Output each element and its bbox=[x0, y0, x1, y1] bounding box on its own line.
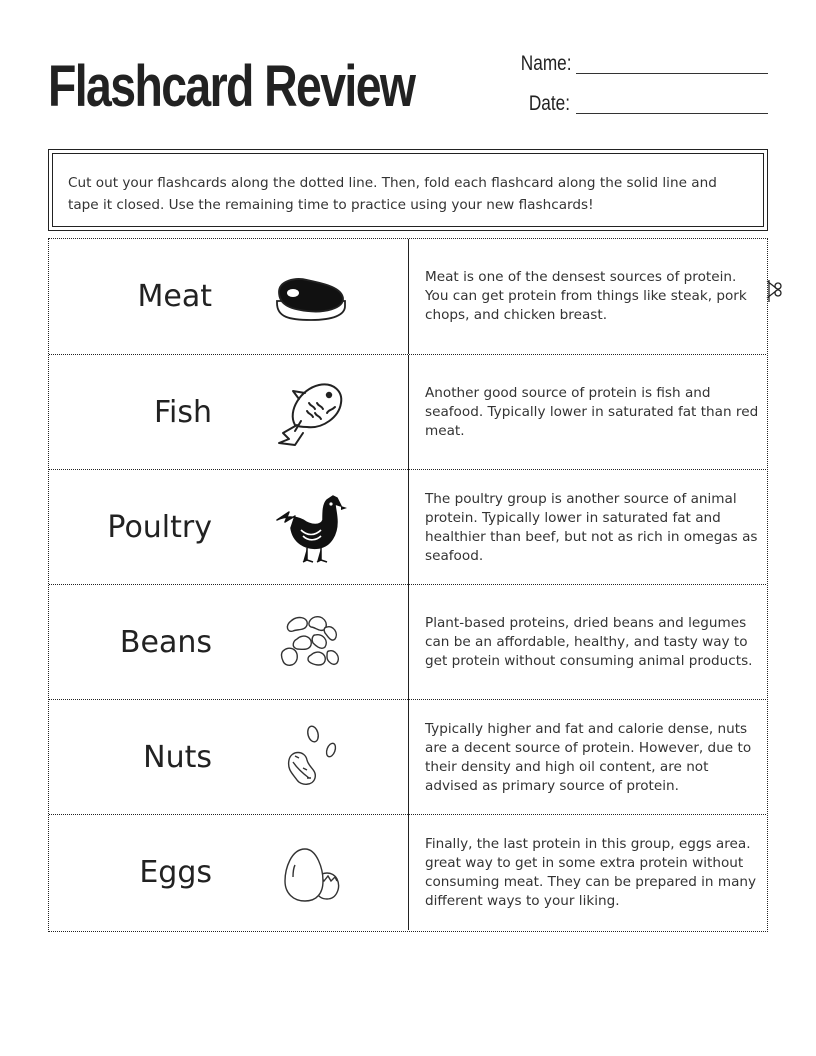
flashcard-beans bbox=[49, 584, 766, 700]
fold-line bbox=[408, 355, 409, 470]
date-label: Date: bbox=[528, 92, 570, 115]
nuts-icon bbox=[271, 720, 351, 796]
date-field[interactable] bbox=[510, 92, 768, 116]
flashcard-fish bbox=[49, 354, 766, 470]
card-term: Beans bbox=[119, 625, 212, 660]
card-term: Nuts bbox=[143, 740, 212, 775]
card-description: The poultry group is another source of animal protein. Typically lower in saturated fat and healthier than beef, but not as rich in omegas as seafood. bbox=[425, 490, 758, 564]
beans-icon bbox=[271, 605, 351, 681]
fold-line bbox=[408, 470, 409, 585]
name-field[interactable] bbox=[510, 52, 768, 76]
name-line[interactable] bbox=[576, 72, 768, 74]
card-term: Meat bbox=[137, 279, 212, 314]
card-description: Another good source of protein is fish and seafood. Typically lower in saturated fat than red meat. bbox=[425, 385, 759, 439]
card-description: Plant-based proteins, dried beans and legumes can be an affordable, healthy, and tasty way to get protein without consuming animal products. bbox=[425, 615, 753, 669]
card-term: Fish bbox=[153, 395, 212, 430]
steak-icon bbox=[271, 259, 351, 335]
flashcard-nuts bbox=[49, 699, 766, 815]
fish-icon bbox=[271, 375, 351, 451]
fold-line bbox=[408, 815, 409, 930]
chicken-icon bbox=[271, 490, 351, 566]
card-description: Typically higher and fat and calorie dense, nuts are a decent source of protein. However, due to their density and high oil content, are not advised as primary source of protein. bbox=[425, 720, 752, 794]
card-description: Finally, the last protein in this group, eggs area. great way to get in some extra protein without consuming meat. They can be prepared in many different ways to your liking. bbox=[425, 835, 757, 909]
fold-line bbox=[408, 239, 409, 354]
name-label: Name: bbox=[520, 52, 572, 75]
flashcard-grid bbox=[48, 238, 768, 932]
fold-line bbox=[408, 585, 409, 700]
date-line[interactable] bbox=[576, 112, 768, 114]
page-title: Flashcard Review bbox=[48, 54, 415, 119]
instructions-text: Cut out your flashcards along the dotted line. Then, fold each flashcard along the solid line and tape it closed. Use the remaining time to practice using your new flashcards! bbox=[52, 153, 764, 227]
fold-line bbox=[408, 700, 409, 815]
flashcard-eggs bbox=[49, 814, 766, 930]
card-term: Eggs bbox=[139, 855, 212, 890]
eggs-icon bbox=[271, 835, 351, 911]
flashcard-meat bbox=[49, 239, 766, 354]
instructions-box bbox=[48, 149, 768, 231]
flashcard-poultry bbox=[49, 469, 766, 585]
card-term: Poultry bbox=[107, 510, 212, 545]
card-description: Meat is one of the densest sources of protein. You can get protein from things like steak, pork chops, and chicken breast. bbox=[425, 269, 747, 323]
